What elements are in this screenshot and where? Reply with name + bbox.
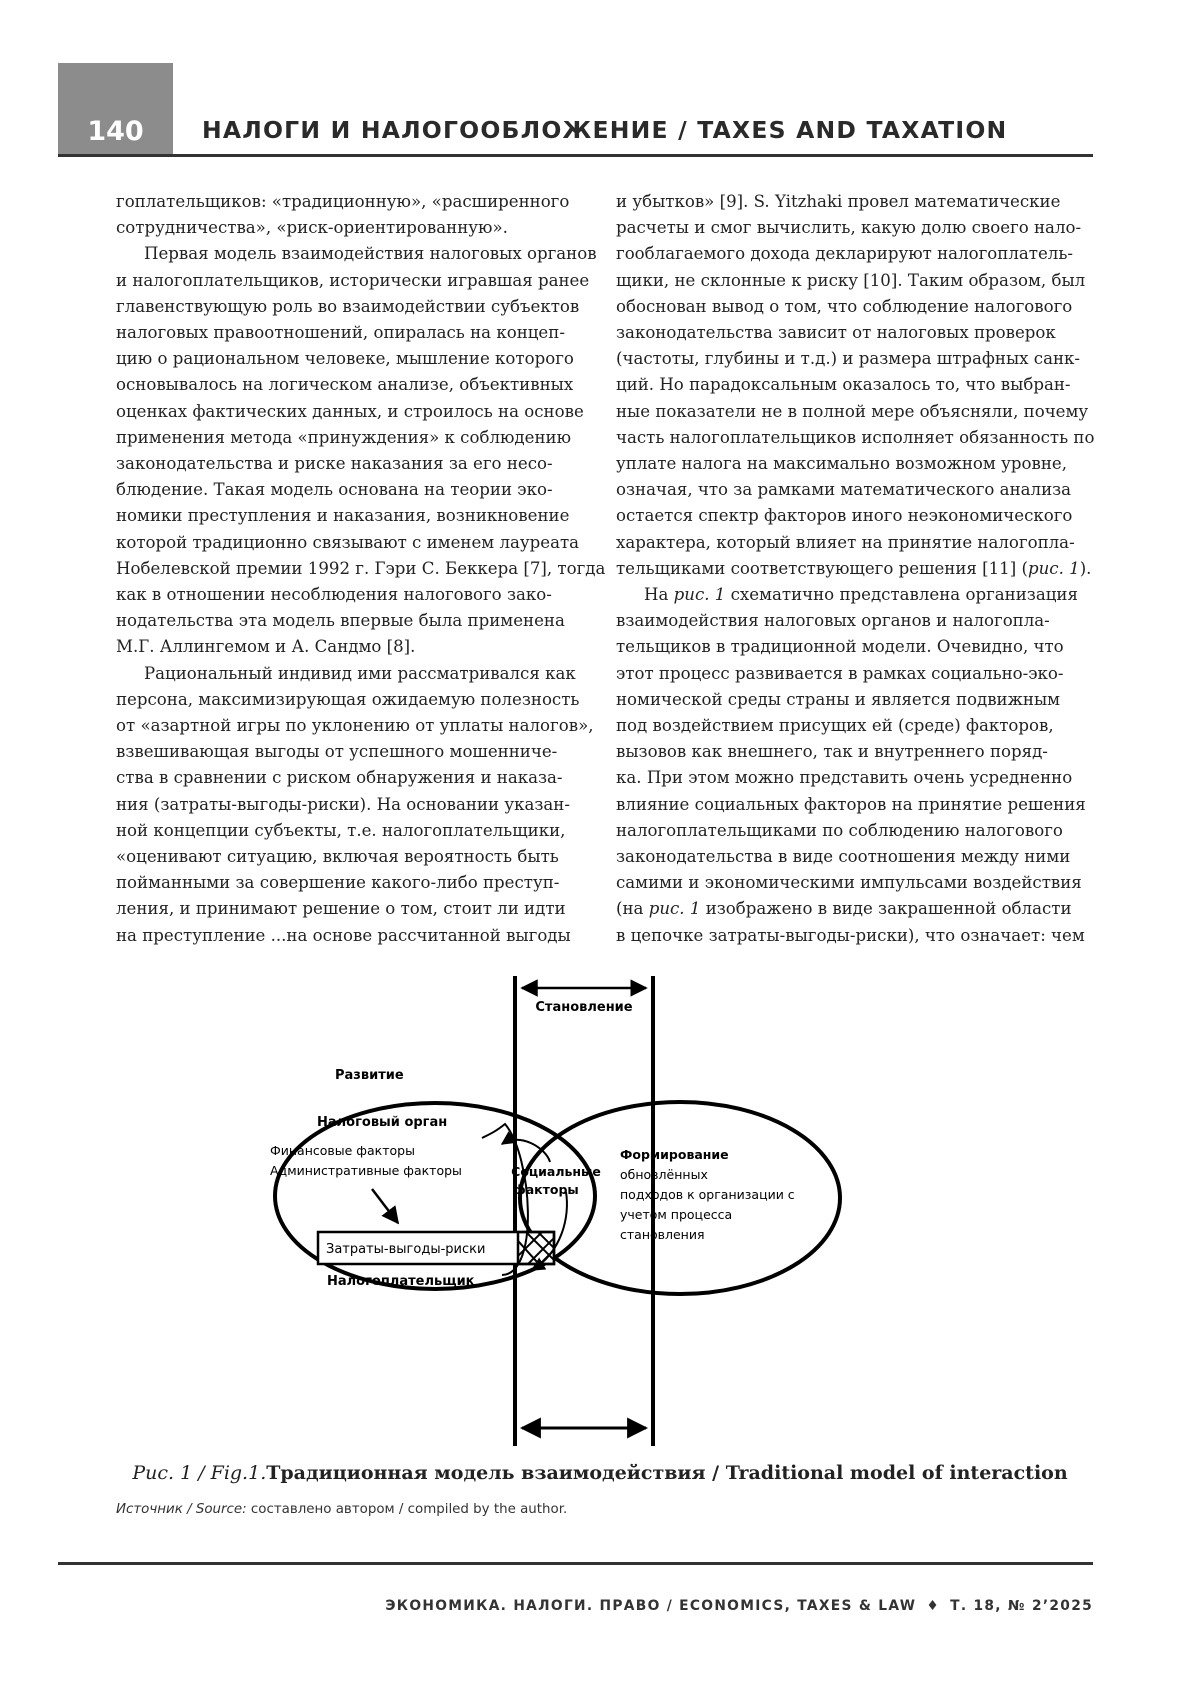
text-line: тельщиков в традиционной модели. Очевидно, что: [616, 637, 1064, 657]
left-column: [116, 189, 606, 949]
text-line: М.Г. Аллингемом и А. Сандмо [8].: [116, 637, 416, 657]
text-line: налогоплательщиками по соблюдению налогового: [616, 820, 1063, 840]
section-title: НАЛОГИ И НАЛОГООБЛОЖЕНИЕ / TAXES AND TAXATION: [202, 116, 1008, 144]
text-line: и налогоплательщиков, исторически игравшая ранее: [116, 270, 590, 290]
text-line: цию о рациональном человеке, мышление которого: [116, 349, 574, 369]
text-line: ства в сравнении с риском обнаружения и наказа-: [116, 768, 563, 788]
text-line: характера, который влияет на принятие налогопла-: [616, 532, 1075, 552]
text-line: вызовов как внешнего, так и внутреннего поряд-: [616, 742, 1048, 762]
text-line: остается спектр факторов иного неэкономического: [616, 506, 1073, 526]
paragraph: [116, 241, 606, 267]
text-line: и убытков» [9]. S. Yitzhaki провел математические: [616, 192, 1061, 211]
text-line: ной концепции субъекты, т.е. налогоплательщики,: [116, 820, 566, 840]
text-line: обоснован вывод о том, что соблюдение налогового: [616, 296, 1073, 316]
text-line: щики, не склонные к риску [10]. Таким образом, был: [616, 270, 1086, 290]
journal-issue: Т. 18, № 2’2025: [950, 1598, 1093, 1614]
text-line: Первая модель взаимодействия налоговых органов: [144, 244, 597, 264]
text-line: гооблагаемого дохода декларируют налогоплатель-: [616, 244, 1073, 264]
paragraph: [116, 189, 606, 241]
text-line: «оценивают ситуацию, включая вероятность быть: [116, 847, 559, 867]
journal-name: ЭКОНОМИКА. НАЛОГИ. ПРАВО / ECONOMICS, TAXES & LAW: [385, 1598, 917, 1614]
figure-reference: рис. 1: [673, 585, 726, 605]
text-line: взвешивающая выгоды от успешного мошенниче-: [116, 742, 558, 762]
text-line: применения метода «принуждения» к соблюдению: [116, 427, 572, 447]
admin-to-box-arrow: [372, 1189, 398, 1223]
label-social-factors-1: Социальные: [511, 1164, 601, 1179]
text-line: Нобелевской премии 1992 г. Гэри С. Беккера [7], тогда: [116, 558, 606, 578]
text-line: которой традиционно связывают с именем лауреата: [116, 532, 580, 552]
paragraph: [116, 268, 606, 661]
figure-caption: [0, 1462, 1200, 1484]
text-line: ления, и принимают решение о том, стоит ли идти: [116, 899, 566, 919]
text-fragment: тельщиками соответствующего решения [11] (: [616, 558, 1028, 578]
text-line: под воздействием присущих ей (среде) факторов,: [616, 716, 1054, 736]
figure-label: Рис. 1 / Fig.1.: [132, 1462, 267, 1484]
text-line: влияние социальных факторов на принятие решения: [616, 794, 1086, 814]
source-label: Источник / Source:: [116, 1502, 247, 1517]
text-line: персона, максимизирующая ожидаемую полезность: [116, 689, 580, 709]
text-line: как в отношении несоблюдения налогового зако-: [116, 585, 552, 605]
label-formation-line3: учетом процесса: [620, 1207, 733, 1222]
text-line: сотрудничества», «риск-ориентированную».: [116, 218, 508, 238]
text-line: ка. При этом можно представить очень усредненно: [616, 768, 1073, 788]
text-fragment: схематично представлена организация: [725, 585, 1078, 605]
text-line: самими и экономическими импульсами воздействия: [616, 873, 1082, 893]
text-line: означая, что за рамками математического анализа: [616, 480, 1072, 500]
label-formation-line2: подходов к организации с: [620, 1187, 795, 1202]
label-stanovlenie: Становление: [535, 1000, 633, 1015]
text-line: (частоты, глубины и т.д.) и размера штрафных санк-: [616, 349, 1081, 369]
label-taxpayer: Налогоплательщик: [327, 1274, 475, 1289]
text-line: номики преступления и наказания, возникновение: [116, 506, 570, 526]
label-cost-benefit-risk: Затраты-выгоды-риски: [326, 1242, 486, 1257]
figure-diagram: [240, 966, 960, 1448]
source-text: составлено автором / compiled by the author.: [246, 1502, 568, 1517]
paragraph: [616, 582, 1100, 949]
text-line: законодательства зависит от налоговых проверок: [616, 323, 1056, 343]
text-line: в цепочке затраты-выгоды-риски), что означает: чем: [616, 925, 1085, 945]
figure-reference: рис. 1: [648, 899, 701, 919]
journal-footer: [385, 1598, 1093, 1614]
text-line: главенствующую роль во взаимодействии субъектов: [116, 296, 580, 316]
label-social-factors-2: факторы: [513, 1182, 579, 1197]
text-line: нодательства эта модель впервые была применена: [116, 611, 565, 631]
paragraph: [616, 189, 1100, 582]
footer-divider: [58, 1562, 1093, 1565]
text-line: ния (затраты-выгоды-риски). На основании указан-: [116, 794, 570, 814]
diamond-icon: ♦: [926, 1598, 941, 1614]
text-line: взаимодействия налоговых органов и налогопла-: [616, 611, 1050, 631]
paragraph: [116, 661, 606, 687]
text-line: налоговых правоотношений, опиралась на концеп-: [116, 323, 565, 343]
text-line: расчеты и смог вычислить, какую долю своего нало-: [616, 218, 1082, 238]
text-line: номической среды страны и является подвижным: [616, 689, 1061, 709]
header-divider: [58, 154, 1093, 157]
text-line: от «азартной игры по уклонению от уплаты налогов»,: [116, 716, 594, 736]
text-line: [616, 582, 1100, 608]
label-formation-line4: становления: [620, 1227, 705, 1242]
paragraph: [116, 687, 606, 949]
text-line: пойманными за совершение какого-либо преступ-: [116, 873, 560, 893]
text-fragment: На: [644, 585, 674, 605]
text-line: блюдение. Такая модель основана на теории эко-: [116, 480, 553, 500]
text-line: законодательства и риске наказания за его несо-: [116, 454, 553, 474]
text-line: часть налогоплательщиков исполняет обязанность по: [616, 427, 1095, 447]
text-line: ные показатели не в полной мере объясняли, почему: [616, 401, 1089, 421]
text-fragment: ).: [1079, 558, 1092, 578]
label-formation-title: Формирование: [620, 1147, 729, 1162]
right-column: [616, 189, 1100, 949]
social-to-authority-arrow: [502, 1140, 550, 1162]
text-line: законодательства в виде соотношения между ними: [616, 847, 1071, 867]
text-line: [616, 556, 1100, 582]
text-fragment: (на: [616, 899, 649, 919]
label-tax-authority: Налоговый орган: [317, 1115, 448, 1130]
label-administrative-factors: Административные факторы: [270, 1163, 462, 1178]
figure-reference: рис. 1: [1027, 558, 1080, 578]
text-line: Рациональный индивид ими рассматривался как: [144, 663, 576, 683]
text-line: гоплательщиков: «традиционную», «расширенного: [116, 192, 570, 211]
label-razvitie: Развитие: [335, 1068, 404, 1083]
figure-source: [116, 1502, 567, 1517]
text-line: ций. Но парадоксальным оказалось то, что выбран-: [616, 375, 1071, 395]
text-line: этот процесс развивается в рамках социально-эко-: [616, 663, 1064, 683]
label-financial-factors: Финансовые факторы: [270, 1143, 415, 1158]
text-fragment: изображено в виде закрашенной области: [700, 899, 1072, 919]
text-line: основывалось на логическом анализе, объективных: [116, 375, 574, 395]
figure-title: Традиционная модель взаимодействия / Traditional model of interaction: [266, 1462, 1068, 1484]
page-number: 140: [58, 63, 173, 155]
label-formation-line1: обновлённых: [620, 1167, 708, 1182]
text-line: [616, 896, 1100, 922]
text-line: на преступление ...на основе рассчитанной выгоды: [116, 925, 571, 945]
text-line: уплате налога на максимально возможном уровне,: [616, 454, 1067, 474]
text-line: оценках фактических данных, и строилось на основе: [116, 401, 584, 421]
